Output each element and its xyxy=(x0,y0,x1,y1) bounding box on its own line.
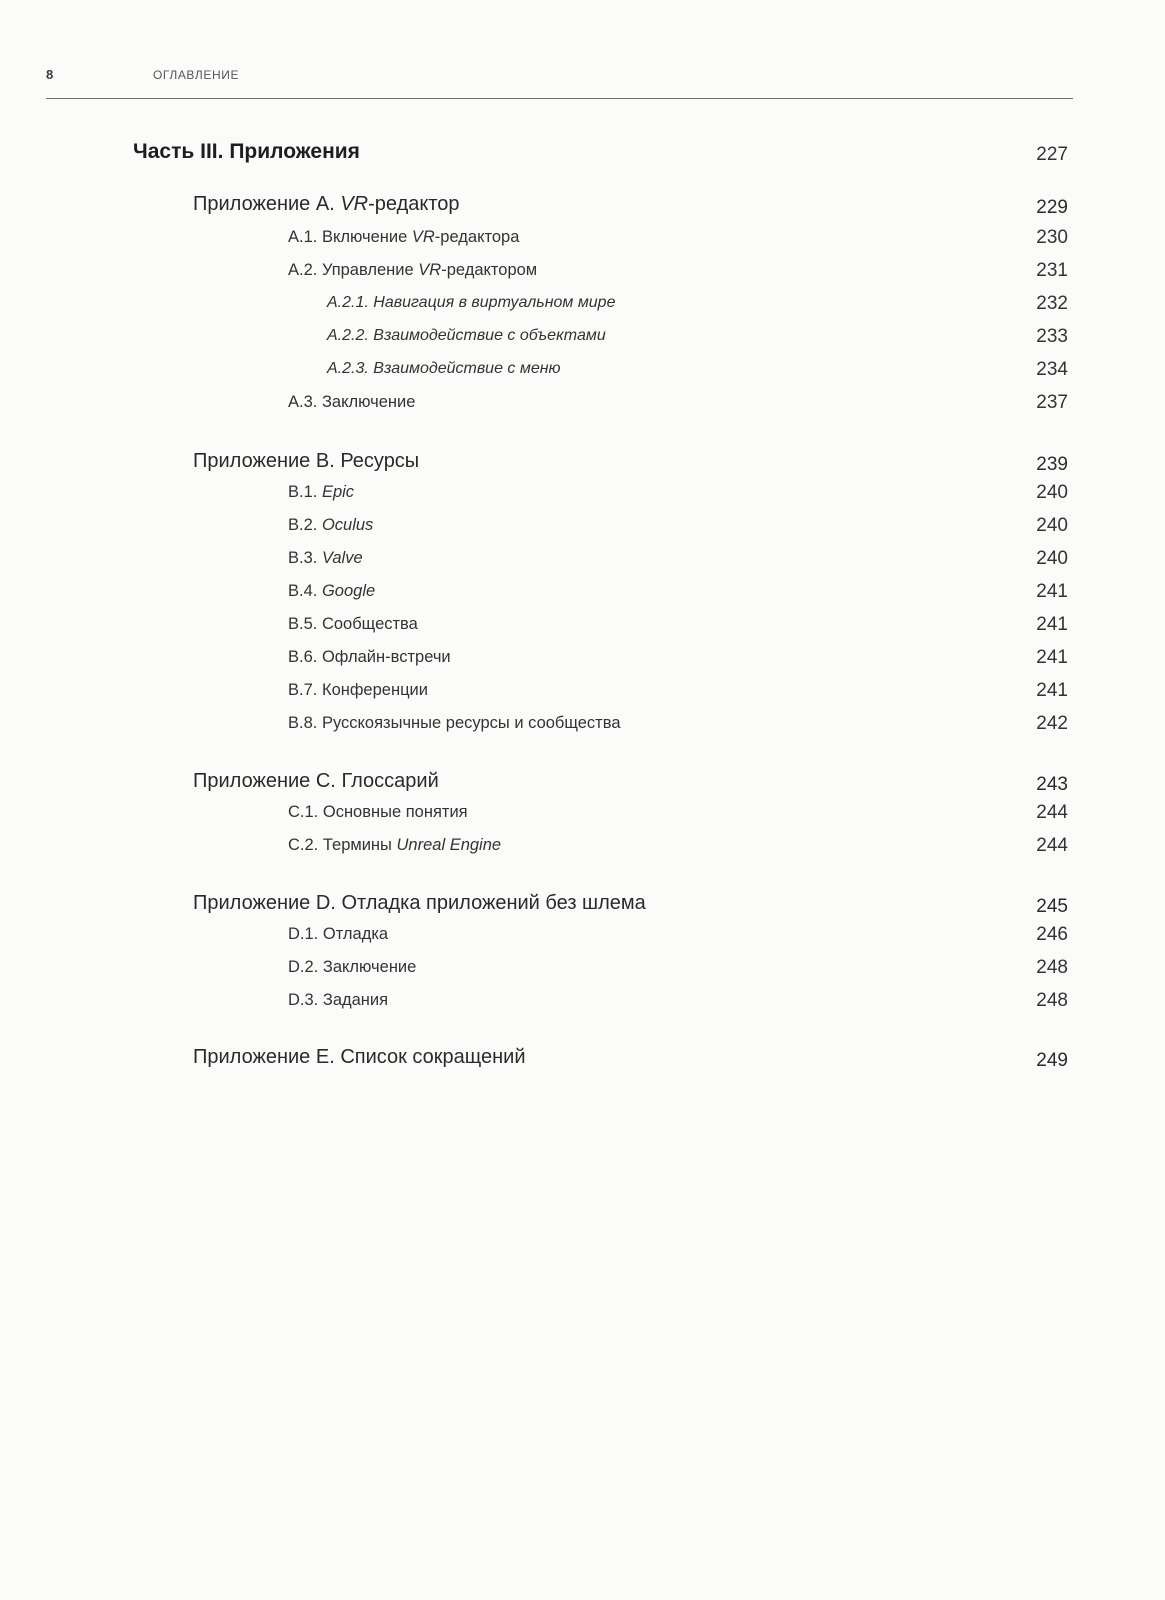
toc-entry xyxy=(288,836,1068,860)
toc-entry-text: Конференции xyxy=(321,681,428,699)
toc-entry xyxy=(193,1046,1068,1074)
toc-entry-page: 239 xyxy=(1036,454,1068,475)
toc-entry-page: 232 xyxy=(1036,293,1068,314)
toc-entry-number: D.3. xyxy=(288,991,319,1009)
toc-entry-page: 240 xyxy=(1036,515,1068,536)
toc-entry-title xyxy=(288,393,415,412)
toc-entry-page: 244 xyxy=(1036,835,1068,856)
toc-entry-italic: Valve xyxy=(321,549,363,567)
toc-entry xyxy=(193,892,1068,920)
toc-entry-number: B.6. xyxy=(288,648,318,666)
toc-entry-page: 240 xyxy=(1036,482,1068,503)
toc-entry-page: 229 xyxy=(1036,197,1068,218)
toc-entry-title xyxy=(193,770,439,793)
toc-entry-page: 241 xyxy=(1036,614,1068,635)
toc-entry-page: 245 xyxy=(1036,896,1068,917)
toc-entry-number: Приложение D. xyxy=(193,892,336,914)
toc-entry-title xyxy=(193,892,646,915)
toc-entry-page: 248 xyxy=(1036,990,1068,1011)
toc-entry-page: 248 xyxy=(1036,957,1068,978)
toc-entry-text: Заключение xyxy=(322,958,417,976)
toc-entry-title xyxy=(288,483,354,502)
toc-entry-text: Русскоязычные ресурсы и сообщества xyxy=(321,714,621,732)
toc-entry xyxy=(327,360,1068,384)
toc-entry xyxy=(288,582,1068,606)
toc-entry-page: 234 xyxy=(1036,359,1068,380)
toc-entry-text: Глоссарий xyxy=(341,770,439,792)
toc-entry-title xyxy=(288,615,418,634)
toc-entry xyxy=(288,516,1068,540)
toc-entry-page: 241 xyxy=(1036,680,1068,701)
toc-entry-page: 243 xyxy=(1036,774,1068,795)
toc-entry-italic: VR xyxy=(411,228,435,246)
toc-entry-number: A.2.1. xyxy=(327,294,369,311)
toc-entry-title xyxy=(288,925,388,944)
toc-entry-text-pre: Управление xyxy=(321,261,414,279)
toc-entry-title xyxy=(288,803,468,822)
toc-entry-text: Заключение xyxy=(321,393,416,411)
toc-entry-text: -редактор xyxy=(368,193,460,215)
toc-entry-title xyxy=(288,836,501,855)
toc-entry-text: Ресурсы xyxy=(340,450,420,472)
toc-entry-text: -редактора xyxy=(434,228,520,246)
toc-entry-page: 237 xyxy=(1036,392,1068,413)
toc-entry-page: 249 xyxy=(1036,1050,1068,1071)
toc-entry-text-pre: Включение xyxy=(321,228,408,246)
toc-entry xyxy=(288,648,1068,672)
page-number: 8 xyxy=(46,67,54,82)
toc-entry-number: B.7. xyxy=(288,681,318,699)
toc-entry-italic: Unreal Engine xyxy=(396,836,502,854)
toc-entry-text: Задания xyxy=(322,991,389,1009)
toc-entry xyxy=(288,615,1068,639)
toc-entry xyxy=(288,803,1068,827)
toc-entry-page: 246 xyxy=(1036,924,1068,945)
toc-entry-italic: VR xyxy=(340,193,369,215)
toc-entry xyxy=(288,681,1068,705)
toc-entry-number: Часть III. xyxy=(133,140,224,163)
toc-entry-italic: Oculus xyxy=(321,516,374,534)
toc-entry-page: 227 xyxy=(1036,144,1068,165)
toc-entry-text: Приложения xyxy=(229,140,360,163)
toc-entry-text: Взаимодействие с меню xyxy=(373,360,561,377)
toc-entry-page: 244 xyxy=(1036,802,1068,823)
toc-entry-page: 230 xyxy=(1036,227,1068,248)
toc-entry-text: Офлайн-встречи xyxy=(321,648,451,666)
toc-entry-title xyxy=(288,648,451,667)
toc-entry-text: Отладка приложений без шлема xyxy=(341,892,646,914)
toc-entry-italic: Epic xyxy=(321,483,355,501)
toc-entry-number: B.3. xyxy=(288,549,318,567)
toc-entry-number: C.2. xyxy=(288,836,319,854)
toc-entry xyxy=(288,393,1068,417)
toc-entry-number: Приложение E. xyxy=(193,1046,335,1068)
toc-entry xyxy=(288,549,1068,573)
toc-entry-text: Сообщества xyxy=(321,615,418,633)
toc-entry-title xyxy=(327,360,561,378)
toc-entry xyxy=(133,140,1068,168)
toc-entry-page: 233 xyxy=(1036,326,1068,347)
toc-entry-title xyxy=(288,582,375,601)
toc-entry-number: D.2. xyxy=(288,958,319,976)
toc-entry-page: 241 xyxy=(1036,647,1068,668)
toc-entry-number: C.1. xyxy=(288,803,319,821)
toc-entry xyxy=(288,991,1068,1015)
toc-entry xyxy=(193,193,1068,221)
toc-entry-italic: VR xyxy=(418,261,442,279)
toc-entry-title xyxy=(327,294,615,312)
toc-entry-title xyxy=(288,958,416,977)
toc-entry-text: Отладка xyxy=(322,925,389,943)
toc-entry-page: 241 xyxy=(1036,581,1068,602)
toc-entry-title xyxy=(288,714,621,733)
toc-entry xyxy=(327,327,1068,351)
toc-entry xyxy=(193,450,1068,478)
toc-entry-text: -редактором xyxy=(441,261,538,279)
toc-entry-title xyxy=(288,991,388,1010)
toc-entry-number: B.5. xyxy=(288,615,318,633)
toc-entry-number: B.1. xyxy=(288,483,318,501)
toc-entry xyxy=(327,294,1068,318)
toc-entry xyxy=(288,925,1068,949)
toc-entry-number: A.2. xyxy=(288,261,318,279)
running-head: ОГЛАВЛЕНИЕ xyxy=(153,68,240,82)
toc-entry-number: B.2. xyxy=(288,516,318,534)
toc-entry-title xyxy=(193,450,419,473)
toc-entry-number: A.1. xyxy=(288,228,318,246)
toc-entry-title xyxy=(193,193,460,216)
toc-entry-text: Навигация в виртуальном мире xyxy=(373,294,616,311)
toc-entry-title xyxy=(133,140,360,164)
toc-entry-number: D.1. xyxy=(288,925,319,943)
toc-entry-number: B.4. xyxy=(288,582,318,600)
toc-entry xyxy=(288,714,1068,738)
toc-entry-page: 242 xyxy=(1036,713,1068,734)
toc-entry-text: Взаимодействие с объектами xyxy=(373,327,606,344)
toc-entry-number: A.2.2. xyxy=(327,327,369,344)
toc-entry-number: Приложение C. xyxy=(193,770,336,792)
toc-entry xyxy=(193,770,1068,798)
toc-entry-text-pre: Термины xyxy=(322,836,392,854)
toc-entry-number: B.8. xyxy=(288,714,318,732)
toc-entry-text: Основные понятия xyxy=(322,803,468,821)
toc-entry-title xyxy=(288,516,373,535)
page-header xyxy=(46,64,1073,99)
toc-entry-title xyxy=(288,261,537,280)
toc-entry-number: A.3. xyxy=(288,393,318,411)
toc-entry-page: 240 xyxy=(1036,548,1068,569)
toc-entry-title xyxy=(193,1046,526,1069)
toc-entry xyxy=(288,228,1068,252)
toc-entry-italic: Google xyxy=(321,582,376,600)
toc-entry-number: A.2.3. xyxy=(327,360,369,377)
toc-entry xyxy=(288,958,1068,982)
toc-entry-number: Приложение B. xyxy=(193,450,335,472)
toc-entry-title xyxy=(288,681,428,700)
toc-entry xyxy=(288,261,1068,285)
toc-entry-title xyxy=(327,327,606,345)
toc-entry-page: 231 xyxy=(1036,260,1068,281)
toc-entry-title xyxy=(288,228,519,247)
toc-entry-text: Список сокращений xyxy=(340,1046,526,1068)
toc-entry-number: Приложение A. xyxy=(193,193,335,215)
toc-entry-title xyxy=(288,549,363,568)
toc-entry xyxy=(288,483,1068,507)
